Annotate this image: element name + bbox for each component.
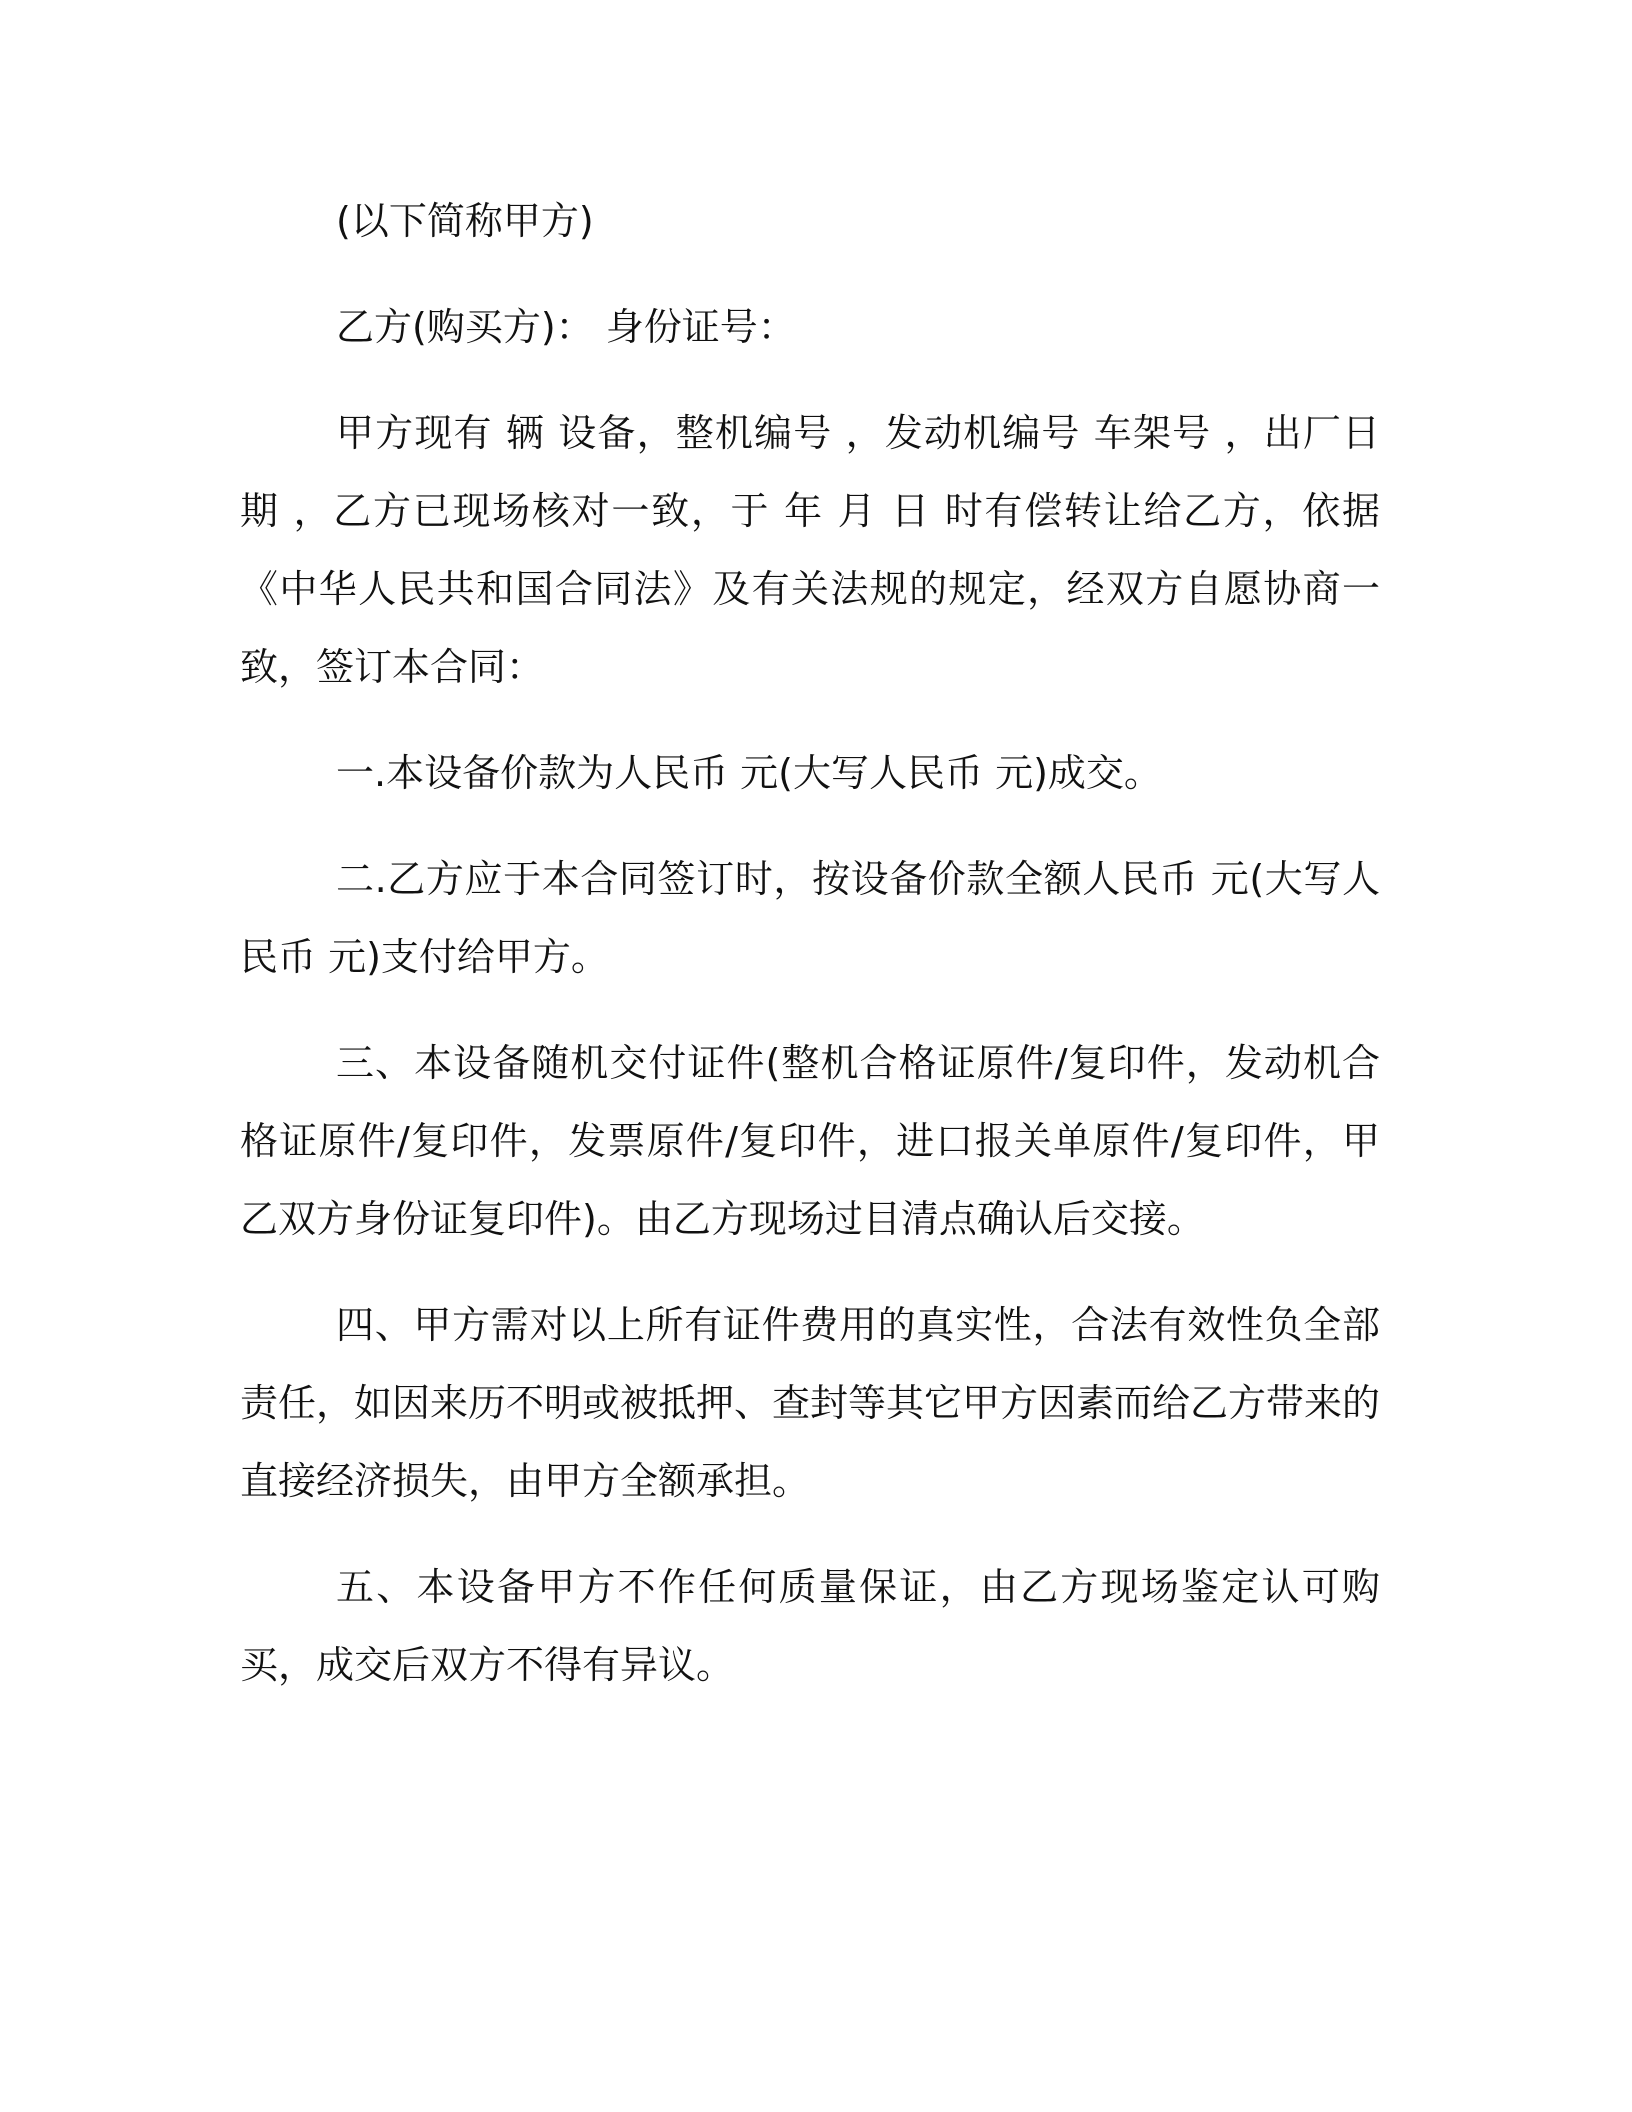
clause-5: 五、本设备甲方不作任何质量保证，由乙方现场鉴定认可购买，成交后双方不得有异议。	[240, 1565, 1380, 1687]
party-a-abbrev: (以下简称甲方)	[336, 199, 594, 243]
clause-2: 二.乙方应于本合同签订时，按设备价款全额人民币 元(大写人民币 元)支付给甲方。	[240, 857, 1380, 979]
clause-1: 一.本设备价款为人民币 元(大写人民币 元)成交。	[336, 751, 1162, 795]
document-body	[240, 182, 1380, 1704]
party-b-line: 乙方(购买方)： 身份证号：	[336, 305, 796, 349]
clause-4: 四、甲方需对以上所有证件费用的真实性，合法有效性负全部责任，如因来历不明或被抵押、查封等其它甲方因素而给乙方带来的直接经济损失，由甲方全额承担。	[240, 1303, 1381, 1503]
preamble-paragraph: 甲方现有 辆 设备，整机编号 ，发动机编号 车架号 ，出厂日期 ，乙方已现场核对一致，于 年 月 日 时有偿转让给乙方，依据《中华人民共和国合同法》及有关法规的规定，经双方自愿协商一致，签订本合同：	[240, 411, 1380, 689]
clause-3: 三、本设备随机交付证件(整机合格证原件/复印件，发动机合格证原件/复印件，发票原件/复印件，进口报关单原件/复印件，甲乙双方身份证复印件)。由乙方现场过目清点确认后交接。	[240, 1041, 1380, 1241]
